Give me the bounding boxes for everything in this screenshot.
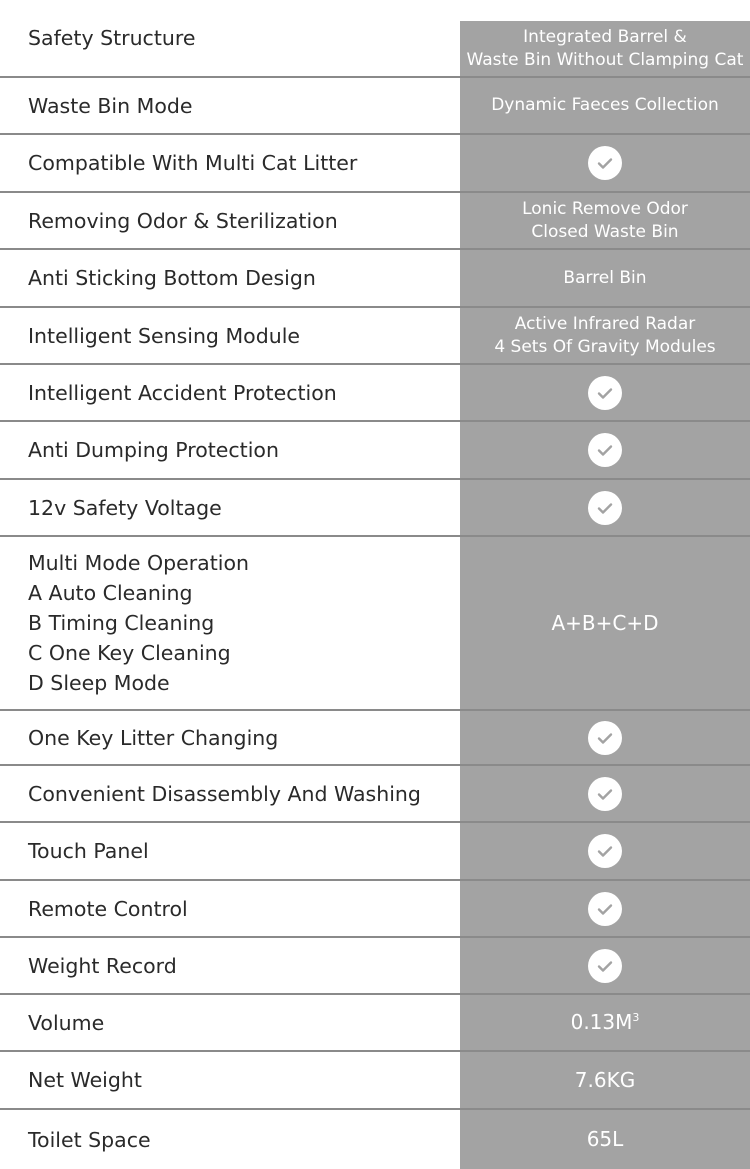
feature-label bbox=[0, 938, 460, 993]
feature-label bbox=[0, 823, 460, 879]
check-icon bbox=[588, 834, 622, 868]
label-line: Anti Sticking Bottom Design bbox=[28, 266, 316, 290]
label-line: Safety Structure bbox=[28, 26, 196, 50]
feature-value bbox=[460, 938, 750, 993]
feature-label bbox=[0, 766, 460, 821]
feature-value bbox=[460, 881, 750, 936]
feature-label bbox=[0, 711, 460, 764]
label-line: Removing Odor & Sterilization bbox=[28, 208, 338, 233]
label-line: Intelligent Sensing Module bbox=[28, 323, 301, 348]
feature-value bbox=[460, 995, 750, 1050]
label-line: Convenient Disassembly And Washing bbox=[28, 781, 421, 806]
feature-label bbox=[0, 537, 460, 709]
label-line: Remote Control bbox=[28, 896, 188, 921]
feature-value bbox=[460, 823, 750, 879]
label-line: Touch Panel bbox=[28, 839, 149, 863]
feature-value bbox=[460, 1052, 750, 1108]
table-row bbox=[0, 823, 750, 881]
label-line: Compatible With Multi Cat Litter bbox=[28, 151, 358, 175]
table-row bbox=[0, 1052, 750, 1110]
feature-label bbox=[0, 0, 460, 76]
check-icon bbox=[588, 892, 622, 926]
table-row bbox=[0, 938, 750, 995]
table-row bbox=[0, 1110, 750, 1169]
feature-value bbox=[460, 78, 750, 133]
value-line: Closed Waste Bin bbox=[531, 221, 679, 242]
value-line: 4 Sets Of Gravity Modules bbox=[494, 336, 716, 357]
feature-label bbox=[0, 422, 460, 478]
label-line: Net Weight bbox=[28, 1068, 142, 1092]
label-line: B Timing Cleaning bbox=[28, 611, 215, 635]
feature-label bbox=[0, 995, 460, 1050]
check-icon bbox=[588, 433, 622, 467]
feature-value bbox=[460, 308, 750, 363]
value-line: Waste Bin Without Clamping Cat bbox=[466, 49, 744, 70]
feature-label bbox=[0, 881, 460, 936]
table-row bbox=[0, 193, 750, 250]
feature-value bbox=[460, 0, 750, 76]
feature-value bbox=[460, 766, 750, 821]
value-line: Lonic Remove Odor bbox=[522, 198, 688, 219]
check-icon bbox=[588, 491, 622, 525]
table-row bbox=[0, 537, 750, 711]
value-line: Barrel Bin bbox=[563, 267, 647, 288]
label-line: Anti Dumping Protection bbox=[28, 438, 279, 462]
label-line: Multi Mode Operation bbox=[28, 551, 250, 575]
table-row bbox=[0, 766, 750, 823]
value-line: $0.13M^3$ bbox=[570, 1010, 640, 1034]
table-row bbox=[0, 365, 750, 422]
feature-label bbox=[0, 250, 460, 306]
table-row bbox=[0, 480, 750, 537]
value-line: 7.6KG bbox=[574, 1067, 636, 1092]
table-row bbox=[0, 711, 750, 766]
label-line: Waste Bin Mode bbox=[28, 93, 193, 118]
feature-label bbox=[0, 1110, 460, 1169]
label-line: One Key Litter Changing bbox=[28, 725, 279, 750]
table-row bbox=[0, 135, 750, 193]
table-row bbox=[0, 78, 750, 135]
value-line: Active Infrared Radar bbox=[514, 313, 696, 334]
feature-value bbox=[460, 537, 750, 709]
feature-value bbox=[460, 365, 750, 420]
feature-value bbox=[460, 1110, 750, 1169]
table-row bbox=[0, 308, 750, 365]
feature-value bbox=[460, 135, 750, 191]
feature-label bbox=[0, 78, 460, 133]
table-row bbox=[0, 422, 750, 480]
feature-label bbox=[0, 1052, 460, 1108]
value-line: A+B+C+D bbox=[551, 610, 659, 635]
feature-label bbox=[0, 135, 460, 191]
check-icon bbox=[588, 949, 622, 983]
table-row bbox=[0, 995, 750, 1052]
label-line: C One Key Cleaning bbox=[28, 641, 231, 665]
label-line: Volume bbox=[28, 1010, 105, 1035]
feature-value bbox=[460, 250, 750, 306]
table-row bbox=[0, 0, 750, 78]
feature-label bbox=[0, 193, 460, 248]
feature-value bbox=[460, 480, 750, 535]
feature-label bbox=[0, 480, 460, 535]
check-icon bbox=[588, 146, 622, 180]
label-line: Weight Record bbox=[28, 953, 177, 978]
label-line: 12v Safety Voltage bbox=[28, 495, 222, 520]
value-line: 65L bbox=[586, 1127, 624, 1151]
table-row bbox=[0, 881, 750, 938]
feature-label bbox=[0, 308, 460, 363]
value-line: Dynamic Faeces Collection bbox=[491, 95, 719, 115]
value-line: Integrated Barrel & bbox=[523, 26, 687, 47]
feature-value bbox=[460, 711, 750, 764]
feature-value bbox=[460, 422, 750, 478]
label-line: D Sleep Mode bbox=[28, 671, 170, 695]
check-icon bbox=[588, 376, 622, 410]
label-line: A Auto Cleaning bbox=[28, 581, 193, 605]
table-row bbox=[0, 250, 750, 308]
feature-label bbox=[0, 365, 460, 420]
check-icon bbox=[588, 777, 622, 811]
check-icon bbox=[588, 721, 622, 755]
label-line: Intelligent Accident Protection bbox=[28, 380, 337, 405]
feature-value bbox=[460, 193, 750, 248]
label-line: Toilet Space bbox=[28, 1127, 151, 1152]
